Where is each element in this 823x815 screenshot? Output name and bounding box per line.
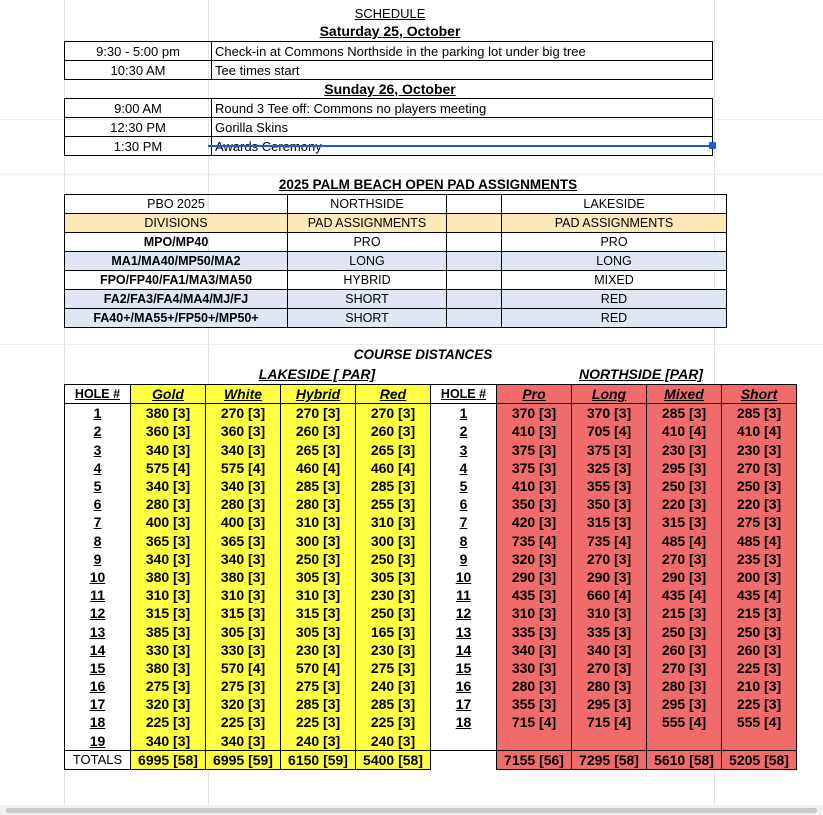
day1-title: Saturday 25, October: [319, 23, 461, 39]
northside-distance-cell[interactable]: 280 [3]: [497, 677, 572, 695]
lakeside-distance-cell[interactable]: 270 [3]: [281, 404, 356, 423]
northside-distance-cell[interactable]: 420 [3]: [497, 513, 572, 531]
pad-header-cell[interactable]: PAD ASSIGNMENTS: [288, 214, 447, 233]
lakeside-distance-cell[interactable]: 570 [4]: [281, 659, 356, 677]
northside-col-header[interactable]: Long: [572, 385, 647, 404]
hole-number[interactable]: 3: [65, 441, 131, 459]
lakeside-distance-cell[interactable]: 275 [3]: [281, 677, 356, 695]
lakeside-distance-cell[interactable]: 340 [3]: [206, 550, 281, 568]
schedule-desc[interactable]: Tee times start: [212, 61, 713, 80]
hole-number[interactable]: 8: [65, 532, 131, 550]
pad-empty-cell[interactable]: [447, 233, 502, 252]
pad-header-cell[interactable]: PAD ASSIGNMENTS: [502, 214, 727, 233]
lakeside-distance-cell[interactable]: 275 [3]: [206, 677, 281, 695]
day2-title: Sunday 26, October: [324, 81, 456, 97]
hole-number[interactable]: 2: [65, 422, 131, 440]
lakeside-distance-cell[interactable]: 380 [3]: [131, 404, 206, 423]
lakeside-distance-cell[interactable]: 280 [3]: [131, 495, 206, 513]
hole-number[interactable]: 7: [65, 513, 131, 531]
northside-distance-cell[interactable]: 485 [4]: [722, 532, 797, 550]
hole-number[interactable]: 13: [431, 622, 497, 640]
northside-distance-cell[interactable]: 225 [3]: [722, 695, 797, 713]
scrollbar-thumb[interactable]: [6, 808, 817, 813]
lakeside-col-header[interactable]: Hybrid: [281, 385, 356, 404]
northside-distance-cell[interactable]: 290 [3]: [647, 568, 722, 586]
lakeside-distance-cell[interactable]: 260 [3]: [356, 422, 431, 440]
horizontal-scrollbar[interactable]: [0, 805, 823, 815]
hole-header[interactable]: HOLE #: [431, 385, 497, 404]
lakeside-total-cell[interactable]: 6995 [59]: [206, 750, 281, 769]
distance-row: [65, 477, 797, 495]
northside-distance-cell[interactable]: 210 [3]: [722, 677, 797, 695]
northside-distance-cell[interactable]: 270 [3]: [722, 459, 797, 477]
northside-col-header[interactable]: Short: [722, 385, 797, 404]
hole-number[interactable]: 13: [65, 622, 131, 640]
lakeside-distance-cell[interactable]: 305 [3]: [281, 568, 356, 586]
division-cell[interactable]: FPO/FP40/FA1/MA3/MA50: [65, 271, 288, 290]
schedule-time[interactable]: 1:30 PM: [65, 137, 212, 156]
division-cell[interactable]: FA2/FA3/FA4/MA4/MJ/FJ: [65, 290, 288, 309]
hole-number[interactable]: 11: [65, 586, 131, 604]
northside-distance-cell[interactable]: 295 [3]: [647, 459, 722, 477]
lakeside-title: LAKESIDE [ PAR]: [258, 366, 376, 382]
lakeside-distance-cell[interactable]: 330 [3]: [206, 641, 281, 659]
hole-number[interactable]: 12: [65, 604, 131, 622]
northside-total-cell[interactable]: 7295 [58]: [572, 750, 647, 769]
northside-distance-cell[interactable]: 370 [3]: [497, 404, 572, 423]
lakeside-pad-cell[interactable]: RED: [502, 290, 727, 309]
totals-label[interactable]: TOTALS: [65, 750, 131, 769]
northside-distance-cell[interactable]: 435 [4]: [722, 586, 797, 604]
lakeside-distance-cell[interactable]: 285 [3]: [281, 477, 356, 495]
lakeside-distance-cell[interactable]: 340 [3]: [206, 732, 281, 751]
northside-distance-cell[interactable]: 235 [3]: [722, 550, 797, 568]
northside-distance-cell[interactable]: 290 [3]: [572, 568, 647, 586]
lakeside-distance-cell[interactable]: 230 [3]: [356, 641, 431, 659]
lakeside-distance-cell[interactable]: 240 [3]: [281, 732, 356, 751]
hole-number[interactable]: 5: [431, 477, 497, 495]
lakeside-distance-cell[interactable]: 310 [3]: [281, 586, 356, 604]
lakeside-distance-cell[interactable]: 230 [3]: [356, 586, 431, 604]
schedule-desc[interactable]: Check-in at Commons Northside in the parking lot under big tree: [212, 42, 713, 61]
distance-row: [65, 404, 797, 423]
northside-total-cell[interactable]: 5205 [58]: [722, 750, 797, 769]
schedule-heading: SCHEDULE: [354, 6, 426, 21]
pad-empty-cell[interactable]: [447, 290, 502, 309]
lakeside-col-header[interactable]: Gold: [131, 385, 206, 404]
hole-number[interactable]: 17: [431, 695, 497, 713]
lakeside-distance-cell[interactable]: 365 [3]: [131, 532, 206, 550]
hole-number[interactable]: 18: [65, 713, 131, 731]
northside-distance-cell[interactable]: 325 [3]: [572, 459, 647, 477]
lakeside-distance-cell[interactable]: 300 [3]: [356, 532, 431, 550]
hole-number[interactable]: 4: [65, 459, 131, 477]
northside-distance-cell[interactable]: 275 [3]: [722, 513, 797, 531]
lakeside-distance-cell[interactable]: 275 [3]: [356, 659, 431, 677]
northside-distance-cell[interactable]: 250 [3]: [722, 477, 797, 495]
pad-empty-cell[interactable]: [447, 214, 502, 233]
northside-distance-cell[interactable]: 310 [3]: [572, 604, 647, 622]
distance-row: [65, 659, 797, 677]
northside-distance-cell[interactable]: 270 [3]: [647, 659, 722, 677]
pad-row: [65, 271, 727, 290]
hole-number[interactable]: 9: [431, 550, 497, 568]
northside-distance-cell[interactable]: 250 [3]: [647, 622, 722, 640]
distance-row: [65, 622, 797, 640]
lakeside-total-cell[interactable]: 6995 [58]: [131, 750, 206, 769]
northside-distance-cell[interactable]: 350 [3]: [497, 495, 572, 513]
distance-row: [65, 604, 797, 622]
northside-distance-cell[interactable]: 735 [4]: [572, 532, 647, 550]
northside-distance-cell[interactable]: 335 [3]: [572, 622, 647, 640]
hole-number[interactable]: 16: [431, 677, 497, 695]
hole-number[interactable]: 4: [431, 459, 497, 477]
schedule-time[interactable]: 9:00 AM: [65, 99, 212, 118]
northside-distance-cell[interactable]: 555 [4]: [722, 713, 797, 731]
pad-empty-cell[interactable]: [447, 309, 502, 328]
lakeside-distance-cell[interactable]: 280 [3]: [281, 495, 356, 513]
northside-distance-cell[interactable]: 290 [3]: [497, 568, 572, 586]
lakeside-distance-cell[interactable]: 305 [3]: [281, 622, 356, 640]
lakeside-distance-cell[interactable]: 380 [3]: [131, 659, 206, 677]
lakeside-distance-cell[interactable]: 285 [3]: [281, 695, 356, 713]
lakeside-distance-cell[interactable]: 240 [3]: [356, 677, 431, 695]
northside-distance-cell[interactable]: 715 [4]: [572, 713, 647, 731]
pad-assignments-table: [64, 194, 727, 328]
distance-row: [65, 641, 797, 659]
northside-distance-cell[interactable]: 375 [3]: [497, 459, 572, 477]
northside-distance-cell[interactable]: 715 [4]: [497, 713, 572, 731]
hole-number[interactable]: 10: [65, 568, 131, 586]
northside-distance-cell[interactable]: 270 [3]: [572, 659, 647, 677]
northside-col-header[interactable]: Mixed: [647, 385, 722, 404]
lakeside-pad-cell[interactable]: PRO: [502, 233, 727, 252]
lakeside-distance-cell[interactable]: 340 [3]: [131, 441, 206, 459]
hole-number[interactable]: 14: [65, 641, 131, 659]
hole-number[interactable]: 2: [431, 422, 497, 440]
schedule-row: [65, 61, 713, 80]
lakeside-distance-cell[interactable]: 265 [3]: [356, 441, 431, 459]
northside-distance-cell[interactable]: 215 [3]: [722, 604, 797, 622]
lakeside-distance-cell[interactable]: 250 [3]: [356, 604, 431, 622]
lakeside-distance-cell[interactable]: 300 [3]: [281, 532, 356, 550]
northside-col-header[interactable]: Pro: [497, 385, 572, 404]
division-cell[interactable]: MA1/MA40/MP50/MA2: [65, 252, 288, 271]
schedule-desc[interactable]: Gorilla Skins: [212, 118, 713, 137]
northside-empty-cell[interactable]: [647, 732, 722, 751]
lakeside-distance-cell[interactable]: 400 [3]: [206, 513, 281, 531]
lakeside-distance-cell[interactable]: 225 [3]: [281, 713, 356, 731]
distances-header-row: [65, 385, 797, 404]
empty-cell[interactable]: [431, 732, 497, 751]
lakeside-distance-cell[interactable]: 225 [3]: [131, 713, 206, 731]
lakeside-distance-cell[interactable]: 310 [3]: [281, 513, 356, 531]
lakeside-distance-cell[interactable]: 310 [3]: [131, 586, 206, 604]
northside-distance-cell[interactable]: 200 [3]: [722, 568, 797, 586]
lakeside-distance-cell[interactable]: 575 [4]: [131, 459, 206, 477]
distance-row: [65, 586, 797, 604]
lakeside-col-header[interactable]: White: [206, 385, 281, 404]
lakeside-distance-cell[interactable]: 460 [4]: [356, 459, 431, 477]
hole-number[interactable]: 8: [431, 532, 497, 550]
hole-number[interactable]: 12: [431, 604, 497, 622]
northside-distance-cell[interactable]: 315 [3]: [572, 513, 647, 531]
northside-distance-cell[interactable]: 340 [3]: [497, 641, 572, 659]
hole-number[interactable]: 3: [431, 441, 497, 459]
pad-empty-cell[interactable]: [447, 271, 502, 290]
northside-distance-cell[interactable]: 435 [4]: [647, 586, 722, 604]
lakeside-distance-cell[interactable]: 165 [3]: [356, 622, 431, 640]
lakeside-distance-cell[interactable]: 310 [3]: [206, 586, 281, 604]
pad-row: [65, 233, 727, 252]
northside-pad-cell[interactable]: PRO: [288, 233, 447, 252]
northside-distance-cell[interactable]: 260 [3]: [722, 641, 797, 659]
distance-row: [65, 568, 797, 586]
pad-row: [65, 290, 727, 309]
lakeside-distance-cell[interactable]: 285 [3]: [356, 695, 431, 713]
northside-title: NORTHSIDE [PAR]: [579, 366, 703, 382]
lakeside-distance-cell[interactable]: 255 [3]: [356, 495, 431, 513]
hole-number[interactable]: 18: [431, 713, 497, 731]
lakeside-col-header[interactable]: Red: [356, 385, 431, 404]
fill-handle[interactable]: [709, 142, 716, 149]
lakeside-distance-cell[interactable]: 250 [3]: [356, 550, 431, 568]
lakeside-distance-cell[interactable]: 230 [3]: [281, 641, 356, 659]
distance-row: [65, 532, 797, 550]
northside-empty-cell[interactable]: [572, 732, 647, 751]
lakeside-distance-cell[interactable]: 340 [3]: [131, 477, 206, 495]
distance-row: [65, 732, 797, 751]
northside-distance-cell[interactable]: 410 [3]: [497, 422, 572, 440]
lakeside-distance-cell[interactable]: 330 [3]: [131, 641, 206, 659]
northside-empty-cell[interactable]: [497, 732, 572, 751]
lakeside-distance-cell[interactable]: 360 [3]: [206, 422, 281, 440]
schedule-time[interactable]: 10:30 AM: [65, 61, 212, 80]
northside-distance-cell[interactable]: 225 [3]: [722, 659, 797, 677]
pad-row: [65, 309, 727, 328]
northside-distance-cell[interactable]: 295 [3]: [647, 695, 722, 713]
northside-distance-cell[interactable]: 280 [3]: [647, 677, 722, 695]
hole-number[interactable]: 14: [431, 641, 497, 659]
hole-number[interactable]: 11: [431, 586, 497, 604]
northside-distance-cell[interactable]: 295 [3]: [572, 695, 647, 713]
schedule-desc[interactable]: Round 3 Tee off: Commons no players meeting: [212, 99, 713, 118]
lakeside-distance-cell[interactable]: 250 [3]: [281, 550, 356, 568]
northside-distance-cell[interactable]: 705 [4]: [572, 422, 647, 440]
hole-number[interactable]: 19: [65, 732, 131, 751]
northside-distance-cell[interactable]: 310 [3]: [497, 604, 572, 622]
hole-number[interactable]: 7: [431, 513, 497, 531]
day2-schedule-table: [64, 98, 713, 156]
lakeside-distance-cell[interactable]: 315 [3]: [206, 604, 281, 622]
hole-number[interactable]: 6: [65, 495, 131, 513]
lakeside-distance-cell[interactable]: 305 [3]: [206, 622, 281, 640]
northside-distance-cell[interactable]: 410 [4]: [722, 422, 797, 440]
schedule-time[interactable]: 9:30 - 5:00 pm: [65, 42, 212, 61]
northside-distance-cell[interactable]: 355 [3]: [497, 695, 572, 713]
northside-distance-cell[interactable]: 485 [4]: [647, 532, 722, 550]
totals-row: [65, 750, 797, 769]
northside-distance-cell[interactable]: 370 [3]: [572, 404, 647, 423]
lakeside-distance-cell[interactable]: 270 [3]: [356, 404, 431, 423]
schedule-row: [65, 99, 713, 118]
northside-distance-cell[interactable]: 320 [3]: [497, 550, 572, 568]
lakeside-pad-cell[interactable]: LONG: [502, 252, 727, 271]
hole-number[interactable]: 17: [65, 695, 131, 713]
lakeside-distance-cell[interactable]: 225 [3]: [356, 713, 431, 731]
distance-row: [65, 441, 797, 459]
lakeside-distance-cell[interactable]: 570 [4]: [206, 659, 281, 677]
division-cell[interactable]: MPO/MP40: [65, 233, 288, 252]
lakeside-distance-cell[interactable]: 285 [3]: [356, 477, 431, 495]
lakeside-distance-cell[interactable]: 340 [3]: [131, 732, 206, 751]
pad-header-cell[interactable]: PBO 2025: [65, 195, 288, 214]
northside-distance-cell[interactable]: 355 [3]: [572, 477, 647, 495]
northside-distance-cell[interactable]: 250 [3]: [647, 477, 722, 495]
pad-header-cell[interactable]: LAKESIDE: [502, 195, 727, 214]
lakeside-distance-cell[interactable]: 340 [3]: [206, 477, 281, 495]
northside-distance-cell[interactable]: 375 [3]: [572, 441, 647, 459]
lakeside-distance-cell[interactable]: 315 [3]: [281, 604, 356, 622]
gridline: [0, 174, 823, 175]
northside-distance-cell[interactable]: 335 [3]: [497, 622, 572, 640]
distance-row: [65, 695, 797, 713]
hole-number[interactable]: 9: [65, 550, 131, 568]
hole-number[interactable]: 16: [65, 677, 131, 695]
schedule-row: [65, 118, 713, 137]
northside-distance-cell[interactable]: 340 [3]: [572, 641, 647, 659]
northside-distance-cell[interactable]: 260 [3]: [647, 641, 722, 659]
hole-number[interactable]: 6: [431, 495, 497, 513]
pad-header-cell[interactable]: NORTHSIDE: [288, 195, 447, 214]
northside-pad-cell[interactable]: SHORT: [288, 309, 447, 328]
lakeside-distance-cell[interactable]: 380 [3]: [131, 568, 206, 586]
pad-row: [65, 252, 727, 271]
northside-distance-cell[interactable]: 330 [3]: [497, 659, 572, 677]
northside-distance-cell[interactable]: 435 [3]: [497, 586, 572, 604]
hole-number[interactable]: 5: [65, 477, 131, 495]
lakeside-distance-cell[interactable]: 270 [3]: [206, 404, 281, 423]
lakeside-distance-cell[interactable]: 320 [3]: [131, 695, 206, 713]
hole-number[interactable]: 1: [65, 404, 131, 423]
empty-cell[interactable]: [431, 750, 497, 769]
distances-title: COURSE DISTANCES: [353, 347, 493, 362]
hole-header[interactable]: HOLE #: [65, 385, 131, 404]
pad-header-cell[interactable]: DIVISIONS: [65, 214, 288, 233]
pad-title: 2025 PALM BEACH OPEN PAD ASSIGNMENTS: [278, 177, 578, 192]
lakeside-total-cell[interactable]: 6150 [59]: [281, 750, 356, 769]
schedule-time[interactable]: 12:30 PM: [65, 118, 212, 137]
northside-distance-cell[interactable]: 250 [3]: [722, 622, 797, 640]
lakeside-distance-cell[interactable]: 340 [3]: [206, 441, 281, 459]
northside-distance-cell[interactable]: 555 [4]: [647, 713, 722, 731]
lakeside-distance-cell[interactable]: 360 [3]: [131, 422, 206, 440]
lakeside-distance-cell[interactable]: 280 [3]: [206, 495, 281, 513]
course-distances-table: [64, 384, 797, 770]
hole-number[interactable]: 15: [431, 659, 497, 677]
distance-row: [65, 422, 797, 440]
lakeside-distance-cell[interactable]: 365 [3]: [206, 532, 281, 550]
northside-distance-cell[interactable]: 215 [3]: [647, 604, 722, 622]
division-cell[interactable]: FA40+/MA55+/FP50+/MP50+: [65, 309, 288, 328]
lakeside-pad-cell[interactable]: RED: [502, 309, 727, 328]
lakeside-distance-cell[interactable]: 310 [3]: [356, 513, 431, 531]
northside-total-cell[interactable]: 5610 [58]: [647, 750, 722, 769]
northside-pad-cell[interactable]: HYBRID: [288, 271, 447, 290]
northside-total-cell[interactable]: 7155 [56]: [497, 750, 572, 769]
lakeside-distance-cell[interactable]: 315 [3]: [131, 604, 206, 622]
northside-empty-cell[interactable]: [722, 732, 797, 751]
distance-row: [65, 550, 797, 568]
northside-distance-cell[interactable]: 230 [3]: [647, 441, 722, 459]
northside-distance-cell[interactable]: 220 [3]: [647, 495, 722, 513]
northside-pad-cell[interactable]: LONG: [288, 252, 447, 271]
lakeside-distance-cell[interactable]: 305 [3]: [356, 568, 431, 586]
lakeside-distance-cell[interactable]: 380 [3]: [206, 568, 281, 586]
northside-distance-cell[interactable]: 280 [3]: [572, 677, 647, 695]
distance-row: [65, 513, 797, 531]
schedule-row: [65, 42, 713, 61]
northside-distance-cell[interactable]: 410 [4]: [647, 422, 722, 440]
lakeside-distance-cell[interactable]: 265 [3]: [281, 441, 356, 459]
hole-number[interactable]: 10: [431, 568, 497, 586]
lakeside-distance-cell[interactable]: 260 [3]: [281, 422, 356, 440]
pad-subheader-row: [65, 214, 727, 233]
lakeside-total-cell[interactable]: 5400 [58]: [356, 750, 431, 769]
lakeside-distance-cell[interactable]: 240 [3]: [356, 732, 431, 751]
northside-distance-cell[interactable]: 220 [3]: [722, 495, 797, 513]
pad-header-row: [65, 195, 727, 214]
northside-distance-cell[interactable]: 270 [3]: [647, 550, 722, 568]
northside-pad-cell[interactable]: SHORT: [288, 290, 447, 309]
distance-row: [65, 677, 797, 695]
day1-schedule-table: [64, 41, 713, 80]
northside-distance-cell[interactable]: 375 [3]: [497, 441, 572, 459]
northside-distance-cell[interactable]: 410 [3]: [497, 477, 572, 495]
lakeside-distance-cell[interactable]: 340 [3]: [131, 550, 206, 568]
northside-distance-cell[interactable]: 350 [3]: [572, 495, 647, 513]
lakeside-distance-cell[interactable]: 460 [4]: [281, 459, 356, 477]
pad-empty-cell[interactable]: [447, 252, 502, 271]
gridline: [0, 344, 823, 345]
lakeside-distance-cell[interactable]: 225 [3]: [206, 713, 281, 731]
lakeside-distance-cell[interactable]: 400 [3]: [131, 513, 206, 531]
northside-distance-cell[interactable]: 230 [3]: [722, 441, 797, 459]
distance-row: [65, 495, 797, 513]
northside-distance-cell[interactable]: 285 [3]: [722, 404, 797, 423]
lakeside-distance-cell[interactable]: 385 [3]: [131, 622, 206, 640]
cell-selection-border: [208, 145, 713, 147]
northside-distance-cell[interactable]: 270 [3]: [572, 550, 647, 568]
lakeside-distance-cell[interactable]: 320 [3]: [206, 695, 281, 713]
northside-distance-cell[interactable]: 315 [3]: [647, 513, 722, 531]
lakeside-pad-cell[interactable]: MIXED: [502, 271, 727, 290]
pad-empty-cell[interactable]: [447, 195, 502, 214]
northside-distance-cell[interactable]: 735 [4]: [497, 532, 572, 550]
distance-row: [65, 713, 797, 731]
distance-row: [65, 459, 797, 477]
lakeside-distance-cell[interactable]: 275 [3]: [131, 677, 206, 695]
northside-distance-cell[interactable]: 660 [4]: [572, 586, 647, 604]
hole-number[interactable]: 15: [65, 659, 131, 677]
lakeside-distance-cell[interactable]: 575 [4]: [206, 459, 281, 477]
hole-number[interactable]: 1: [431, 404, 497, 423]
northside-distance-cell[interactable]: 285 [3]: [647, 404, 722, 423]
